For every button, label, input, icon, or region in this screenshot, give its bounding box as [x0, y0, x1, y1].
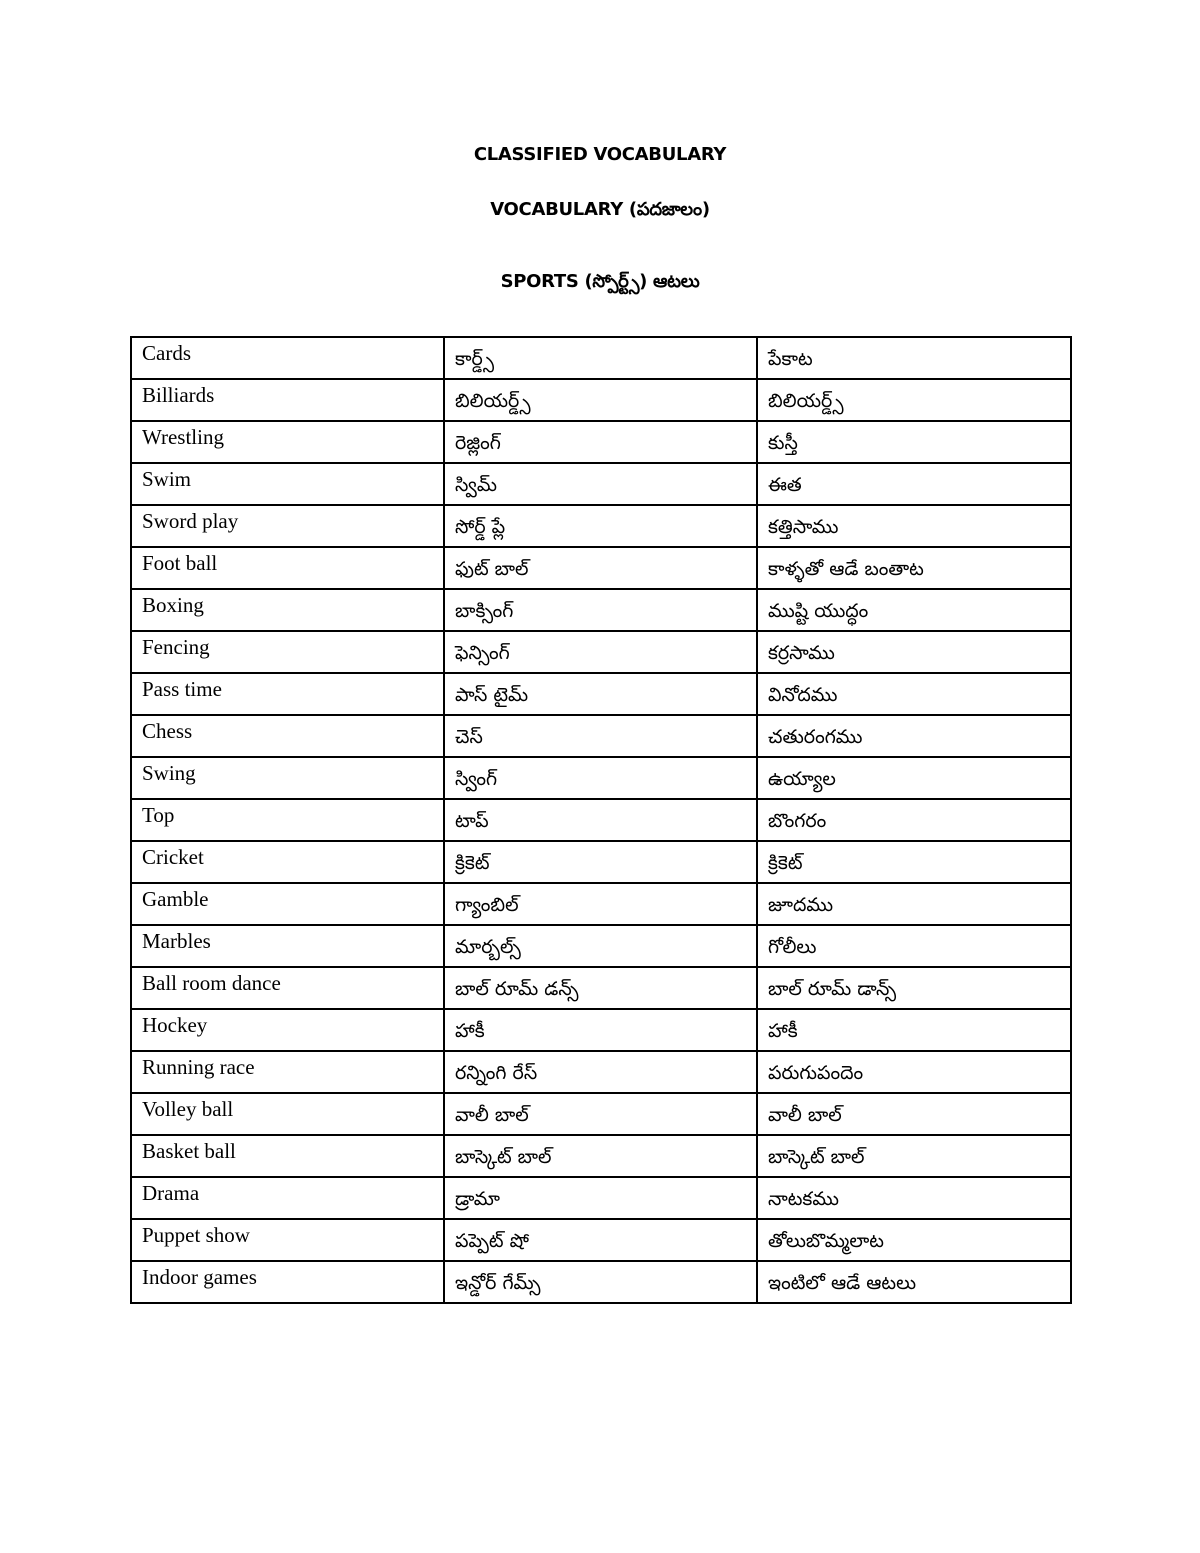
transliteration-cell: హాకీ — [444, 1009, 757, 1051]
english-word-cell: Boxing — [131, 589, 444, 631]
table-row — [131, 925, 1071, 967]
table-row — [131, 631, 1071, 673]
english-word-cell: Cards — [131, 337, 444, 379]
english-word-cell: Swing — [131, 757, 444, 799]
transliteration-cell: స్విమ్ — [444, 463, 757, 505]
table-row — [131, 463, 1071, 505]
table-row — [131, 547, 1071, 589]
transliteration-cell: బాక్సింగ్ — [444, 589, 757, 631]
table-row — [131, 715, 1071, 757]
transliteration-cell: స్వింగ్ — [444, 757, 757, 799]
document-subtitle: VOCABULARY (పదజాలం) — [490, 199, 710, 220]
telugu-meaning-cell: వాలీ బాల్ — [757, 1093, 1071, 1135]
english-word-cell: Sword play — [131, 505, 444, 547]
english-word-cell: Marbles — [131, 925, 444, 967]
table-row — [131, 883, 1071, 925]
english-word-cell: Hockey — [131, 1009, 444, 1051]
telugu-meaning-cell: ఈత — [757, 463, 1071, 505]
transliteration-cell: రెజ్లింగ్ — [444, 421, 757, 463]
transliteration-cell: బాస్కెట్ బాల్ — [444, 1135, 757, 1177]
transliteration-cell: రన్నింగి రేస్ — [444, 1051, 757, 1093]
transliteration-cell: మార్బల్స్ — [444, 925, 757, 967]
telugu-meaning-cell: జూదము — [757, 883, 1071, 925]
transliteration-cell: పాస్ టైమ్ — [444, 673, 757, 715]
transliteration-cell: బాల్ రూమ్ డన్స్ — [444, 967, 757, 1009]
table-row — [131, 967, 1071, 1009]
telugu-meaning-cell: చతురంగము — [757, 715, 1071, 757]
english-word-cell: Volley ball — [131, 1093, 444, 1135]
telugu-meaning-cell: తోలుబొమ్మలాట — [757, 1219, 1071, 1261]
transliteration-cell: ఫుట్ బాల్ — [444, 547, 757, 589]
transliteration-cell: సోర్డ్ ప్లే — [444, 505, 757, 547]
section-heading: SPORTS (స్పోర్ట్స్) ఆటలు — [500, 271, 700, 292]
table-row — [131, 1135, 1071, 1177]
table-row — [131, 841, 1071, 883]
table-row — [131, 505, 1071, 547]
english-word-cell: Swim — [131, 463, 444, 505]
english-word-cell: Puppet show — [131, 1219, 444, 1261]
table-row — [131, 1177, 1071, 1219]
english-word-cell: Chess — [131, 715, 444, 757]
table-row — [131, 379, 1071, 421]
telugu-meaning-cell: బొంగరం — [757, 799, 1071, 841]
english-word-cell: Ball room dance — [131, 967, 444, 1009]
transliteration-cell: బిలియర్డ్స్ — [444, 379, 757, 421]
english-word-cell: Basket ball — [131, 1135, 444, 1177]
telugu-meaning-cell: కాళ్ళతో ఆడే బంతాట — [757, 547, 1071, 589]
table-row — [131, 1051, 1071, 1093]
transliteration-cell: పప్పెట్ షో — [444, 1219, 757, 1261]
english-word-cell: Pass time — [131, 673, 444, 715]
telugu-meaning-cell: క్రికెట్ — [757, 841, 1071, 883]
table-row — [131, 673, 1071, 715]
english-word-cell: Billiards — [131, 379, 444, 421]
telugu-meaning-cell: బాస్కెట్ బాల్ — [757, 1135, 1071, 1177]
table-row — [131, 1093, 1071, 1135]
transliteration-cell: కార్డ్స్ — [444, 337, 757, 379]
telugu-meaning-cell: గోలీలు — [757, 925, 1071, 967]
telugu-meaning-cell: ముష్టి యుద్ధం — [757, 589, 1071, 631]
telugu-meaning-cell: కర్రసాము — [757, 631, 1071, 673]
english-word-cell: Wrestling — [131, 421, 444, 463]
transliteration-cell: ఫెన్సింగ్ — [444, 631, 757, 673]
english-word-cell: Cricket — [131, 841, 444, 883]
transliteration-cell: వాలీ బాల్ — [444, 1093, 757, 1135]
telugu-meaning-cell: కుస్తీ — [757, 421, 1071, 463]
telugu-meaning-cell: హాకీ — [757, 1009, 1071, 1051]
telugu-meaning-cell: పరుగుపందెం — [757, 1051, 1071, 1093]
table-row — [131, 799, 1071, 841]
table-row — [131, 421, 1071, 463]
english-word-cell: Running race — [131, 1051, 444, 1093]
english-word-cell: Gamble — [131, 883, 444, 925]
vocabulary-table — [130, 336, 1072, 1304]
transliteration-cell: గ్యాంబిల్ — [444, 883, 757, 925]
telugu-meaning-cell: ఉయ్యాల — [757, 757, 1071, 799]
telugu-meaning-cell: బాల్ రూమ్ డాన్స్ — [757, 967, 1071, 1009]
transliteration-cell: ఇన్డోర్ గేమ్స్ — [444, 1261, 757, 1303]
telugu-meaning-cell: పేకాట — [757, 337, 1071, 379]
telugu-meaning-cell: బిలియర్డ్స్ — [757, 379, 1071, 421]
table-row — [131, 337, 1071, 379]
english-word-cell: Top — [131, 799, 444, 841]
english-word-cell: Fencing — [131, 631, 444, 673]
telugu-meaning-cell: ఇంటిలో ఆడే ఆటలు — [757, 1261, 1071, 1303]
table-row — [131, 589, 1071, 631]
table-row — [131, 1261, 1071, 1303]
transliteration-cell: టాప్ — [444, 799, 757, 841]
telugu-meaning-cell: నాటకము — [757, 1177, 1071, 1219]
table-row — [131, 1009, 1071, 1051]
telugu-meaning-cell: వినోదము — [757, 673, 1071, 715]
document-title: CLASSIFIED VOCABULARY — [473, 144, 727, 165]
transliteration-cell: డ్రామా — [444, 1177, 757, 1219]
telugu-meaning-cell: కత్తిసాము — [757, 505, 1071, 547]
english-word-cell: Indoor games — [131, 1261, 444, 1303]
table-row — [131, 757, 1071, 799]
vocabulary-table-body — [131, 337, 1071, 1303]
transliteration-cell: క్రికెట్ — [444, 841, 757, 883]
english-word-cell: Drama — [131, 1177, 444, 1219]
table-row — [131, 1219, 1071, 1261]
english-word-cell: Foot ball — [131, 547, 444, 589]
transliteration-cell: చెస్ — [444, 715, 757, 757]
